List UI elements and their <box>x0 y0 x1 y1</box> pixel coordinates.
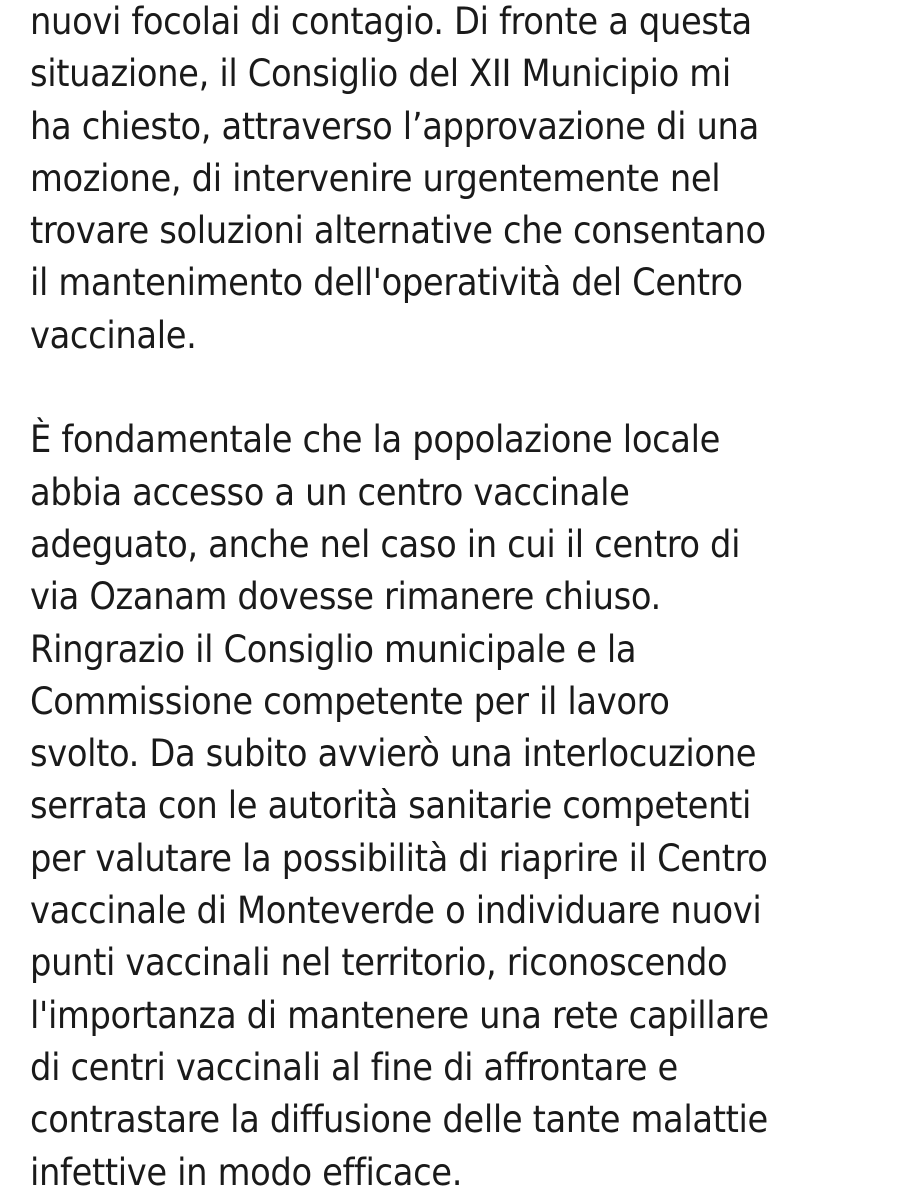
text-line: infettive in modo efficace. <box>30 1149 463 1194</box>
text-line: ha chiesto, attraverso l’approvazione di una <box>30 103 759 148</box>
text-line: È fondamentale che la popolazione locale <box>30 417 721 462</box>
text-line: mozione, di intervenire urgentemente nel <box>30 155 721 200</box>
text-line: di centri vaccinali al fine di affrontare e <box>30 1044 678 1089</box>
text-line: adeguato, anche nel caso in cui il centro di <box>30 521 741 566</box>
text-line: trovare soluzioni alternative che consentano <box>30 208 766 253</box>
text-line: Ringrazio il Consiglio municipale e la <box>30 626 637 671</box>
text-line: l'importanza di mantenere una rete capillare <box>30 992 769 1037</box>
text-line: per valutare la possibilità di riaprire il Centro <box>30 835 768 880</box>
text-line: contrastare la diffusione delle tante malattie <box>30 1097 768 1142</box>
text-line: via Ozanam dovesse rimanere chiuso. <box>30 574 661 619</box>
text-line: vaccinale di Monteverde o individuare nuovi <box>30 888 762 933</box>
paragraph-1 <box>30 0 900 361</box>
paragraph-2 <box>30 413 900 1197</box>
text-line: nuovi focolai di contagio. Di fronte a questa <box>30 0 752 43</box>
text-line: situazione, il Consiglio del XII Municipio mi <box>30 51 731 96</box>
document-text <box>30 0 900 1198</box>
text-line: punti vaccinali nel territorio, riconoscendo <box>30 940 728 985</box>
paragraph-break <box>30 361 900 413</box>
text-line: serrata con le autorità sanitarie competenti <box>30 783 751 828</box>
text-line: svolto. Da subito avvierò una interlocuzione <box>30 731 757 776</box>
text-line: vaccinale. <box>30 312 197 357</box>
text-line: il mantenimento dell'operatività del Centro <box>30 260 743 305</box>
text-line: abbia accesso a un centro vaccinale <box>30 469 630 514</box>
text-line: Commissione competente per il lavoro <box>30 678 670 723</box>
